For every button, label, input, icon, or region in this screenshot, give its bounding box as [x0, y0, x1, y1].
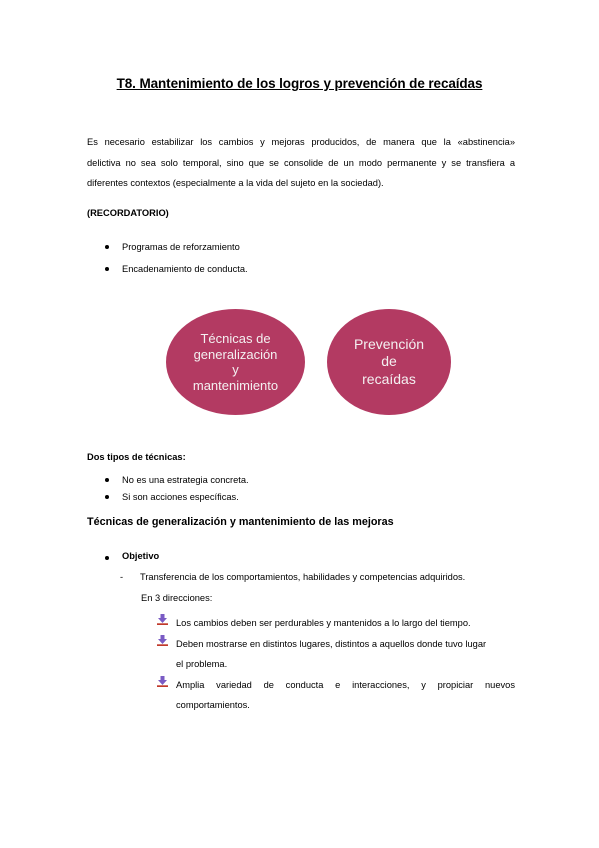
list-item [157, 634, 515, 675]
circle-generalizacion-label: Técnicas de generalización y mantenimiento [192, 331, 279, 393]
list-item-text: Los cambios deben ser perdurables y mantenidos a lo largo del tiempo. [176, 618, 471, 628]
arrow-bullet-icon [157, 614, 168, 625]
transferencia-text: Transferencia de los comportamientos, habilidades y competencias adquiridos. [140, 572, 466, 582]
list-item-text: Programas de reforzamiento [122, 242, 240, 252]
list-item-text: No es una estrategia concreta. [122, 475, 249, 485]
circle-generalizacion [166, 309, 305, 415]
objetivo-label: Objetivo [122, 551, 160, 561]
arrow-bullet-icon [157, 635, 168, 646]
bullet-icon [105, 245, 109, 249]
list-item [157, 675, 515, 716]
bullet-icon [105, 495, 109, 499]
bullet-icon [105, 556, 109, 560]
intro-line-1: Es necesario estabilizar los cambios y mejoras producidos, de manera que la «abstinencia» [87, 137, 515, 147]
recordatorio-label: (RECORDATORIO) [87, 208, 169, 218]
page-title: T8. Mantenimiento de los logros y prevención de recaídas [116, 76, 483, 91]
direcciones-list [157, 613, 515, 716]
dash-marker: - [120, 572, 124, 582]
list-item-text: comportamientos. [176, 700, 250, 710]
arrow-bullet-icon [157, 676, 168, 687]
list-item-text: Encadenamiento de conducta. [122, 264, 248, 274]
list-item-text: el problema. [176, 659, 228, 669]
intro-paragraph [87, 132, 515, 194]
circle-prevencion [327, 309, 451, 415]
bullet-icon [105, 267, 109, 271]
dos-tipos-heading: Dos tipos de técnicas: [87, 452, 186, 462]
list-item-text: Amplia variedad de conducta e interacciones, y propiciar nuevos [176, 679, 515, 690]
intro-line-3: diferentes contextos (especialmente a la vida del sujeto en la sociedad). [87, 178, 384, 188]
circle-prevencion-label: Prevención de recaídas [353, 335, 425, 387]
list-item-text: Si son acciones específicas. [122, 492, 239, 502]
list-item [157, 613, 515, 634]
list-item-text: Deben mostrarse en distintos lugares, distintos a aquellos donde tuvo lugar [176, 638, 487, 649]
direcciones-label: En 3 direcciones: [141, 593, 213, 603]
bullet-icon [105, 478, 109, 482]
section-heading: Técnicas de generalización y mantenimiento de las mejoras [87, 516, 394, 528]
intro-line-2: delictiva no sea solo temporal, sino que se consolide de un modo permanente y se transfiera a [87, 157, 515, 168]
